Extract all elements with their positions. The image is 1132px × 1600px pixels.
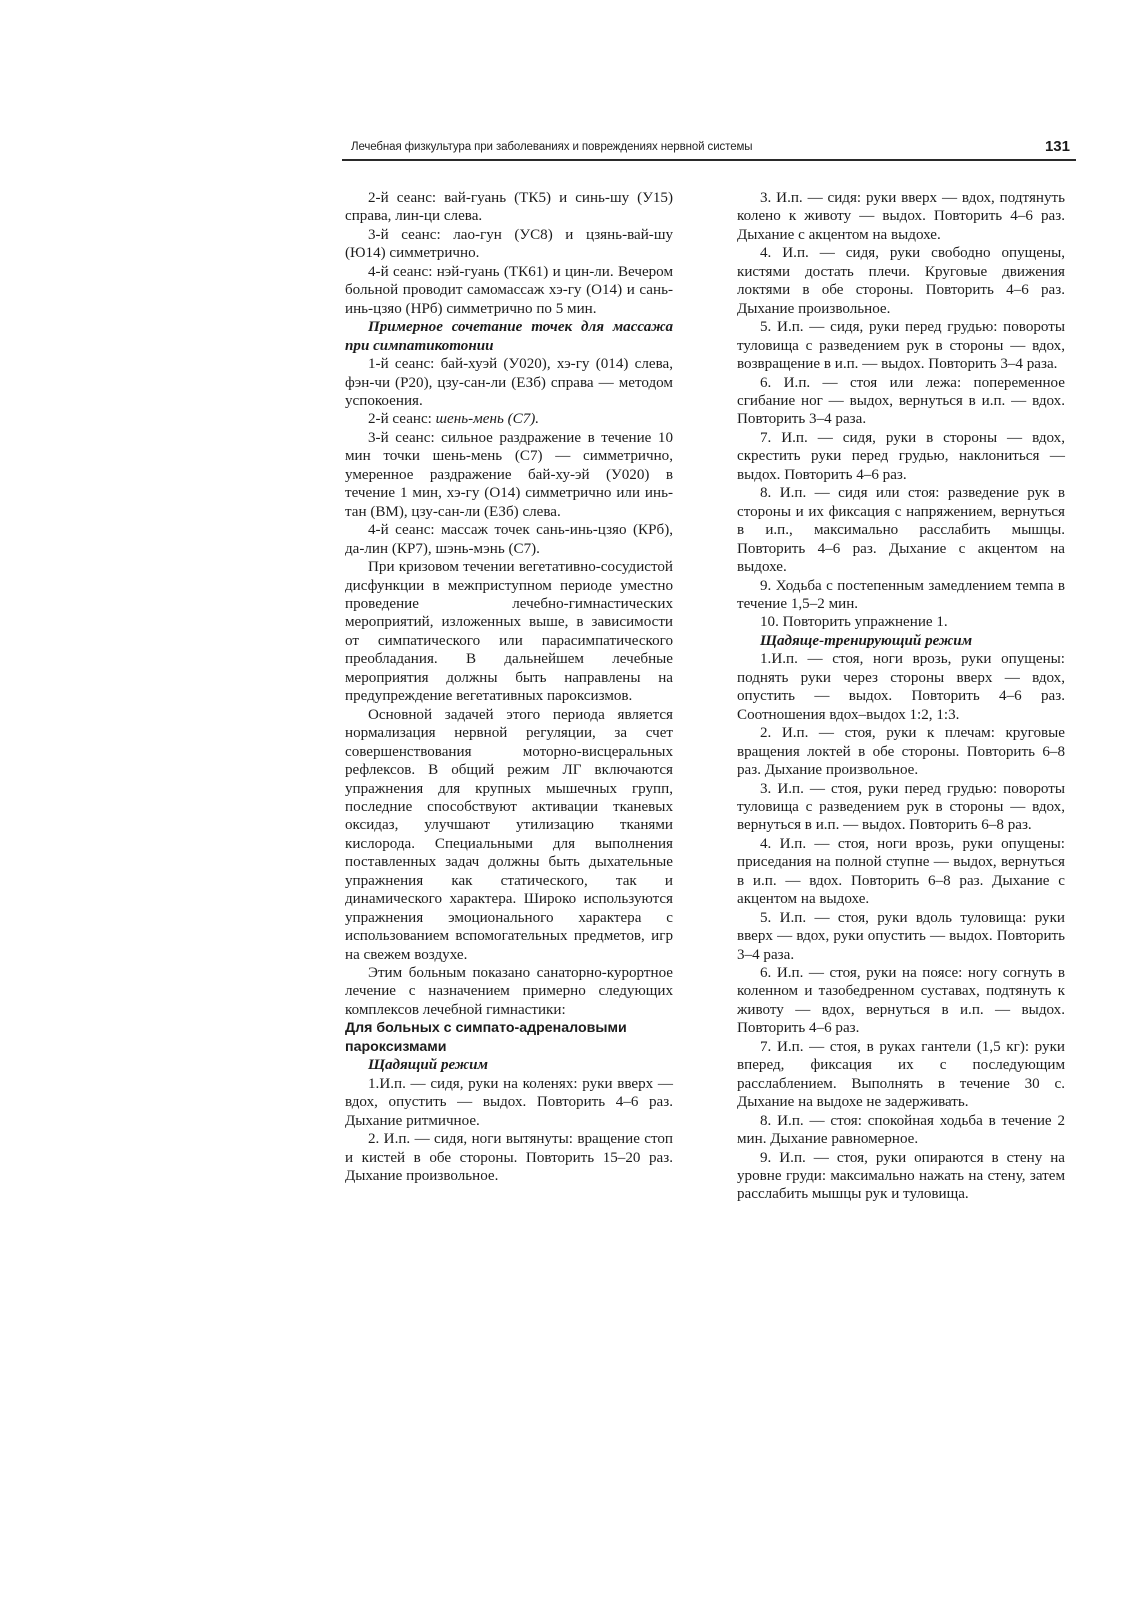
exercise-item: 2. И.п. — стоя, руки к плечам: круговые вращения локтей в обе стороны. Повторить 6–8 раз. Дыхание произвольное. xyxy=(737,725,1065,779)
paragraph xyxy=(345,410,673,428)
mode-heading: Щадяще-тренирующий режим xyxy=(760,632,973,649)
exercise-item: 7. И.п. — сидя, руки в стороны — вдох, скрестить руки перед грудью, наклониться — выдох. Повторить 4–6 раз. xyxy=(737,429,1065,483)
exercise-item: 4. И.п. — сидя, руки свободно опущены, кистями достать плечи. Круговые движения локтями в обе стороны. Повторить 4–6 раз. Дыхание произвольное. xyxy=(737,245,1065,317)
exercise-item: 4. И.п. — стоя, ноги врозь, руки опущены: приседания на полной ступне — выдох, вернуться в и.п. — вдох. Повторить 6–8 раз. Дыхание с акцентом на выдохе. xyxy=(737,835,1065,908)
page-number: 131 xyxy=(1044,138,1070,155)
exercise-item: 10. Повторить упражнение 1. xyxy=(760,614,948,631)
exercise-item: 6. И.п. — стоя или лежа: попеременное сгибание ног — выдох, вернуться в и.п. — вдох. Повторить 3–4 раза. xyxy=(737,374,1065,428)
paragraph: 3-й сеанс: сильное раздражение в течение 10 мин точки шень-мень (С7) — симметрично, умеренное раздражение бай-ху-эй (У020) в течение 1 мин, хэ-гу (О14) симметрично или инь-тан (ВМ), цзу-сан-ли (ЕЗб) слева. xyxy=(345,429,673,520)
paragraph: 4-й сеанс: массаж точек сань-инь-цзяо (КРб), да-лин (КР7), шэнь-мэнь (С7). xyxy=(345,522,673,557)
paragraph: 4-й сеанс: нэй-гуань (ТК61) и цин-ли. Вечером больной проводит самомассаж хэ-гу (О14) и сань-инь-цзяо (НРб) симметрично по 5 мин. xyxy=(345,263,673,317)
exercise-item: 3. И.п. — сидя: руки вверх — вдох, подтянуть колено к животу — выдох. Повторить 4–6 раз. Дыхание с акцентом на выдохе. xyxy=(737,190,1065,243)
exercise-item: 8. И.п. — сидя или стоя: разведение рук в стороны и их фиксация с напряжением, вернуться в и.п., максимально расслабить мышцы. Повторить 4–6 раз. Дыхание с акцентом на выдохе. xyxy=(737,485,1065,576)
paragraph: 1-й сеанс: бай-хуэй (У020), хэ-гу (014) слева, фэн-чи (Р20), цзу-сан-ли (ЕЗб) справа — методом успокоения. xyxy=(345,356,673,409)
right-column xyxy=(737,189,1065,1204)
subsection-heading: Для больных с симпато-адреналовыми пароксизмами xyxy=(345,1020,627,1055)
exercise-item: 8. И.п. — стоя: спокойная ходьба в течение 2 мин. Дыхание равномерное. xyxy=(737,1112,1065,1148)
exercise-item: 5. И.п. — сидя, руки перед грудью: повороты туловища с разведением рук в стороны — вдох, возвращение в и.п. — выдох. Повторить 3–4 раза. xyxy=(737,319,1065,373)
mode-heading: Щадящий режим xyxy=(368,1057,488,1074)
exercise-item: 3. И.п. — стоя, руки перед грудью: повороты туловища с разведением рук в стороны — вдох, вернуться в и.п. — выдох. Повторить 6–8 раз. xyxy=(737,780,1065,834)
session-label: 2-й сеанс: xyxy=(368,411,432,428)
running-title: Лечебная физкультура при заболеваниях и повреждениях нервной системы xyxy=(351,141,753,153)
paragraph: Основной задачей этого периода является нормализация нервной регуляции, за счет совершенствования моторно-висцеральных рефлексов. В общий режим ЛГ включаются упражнения для крупных мышечных групп, последние способствуют активации тканевых оксидаз, улучшают утилизацию тканями кислорода. Специальными для выполнения поставленных задач должны быть дыхательные упражнения как статического, так и динамического характера. Широко используются упражнения эмоционального характера с использованием вспомогательных предметов, игр на свежем воздухе. xyxy=(345,706,673,963)
paragraph: При кризовом течении вегетативно-сосудистой дисфункции в межприступном периоде уместно проведение лечебно-гимнастических мероприятий, изложенных выше, в зависимости от симпатического или парасимпатического преобладания. В дальнейшем лечебные мероприятия должны быть направлены на предупреждение вегетативных пароксизмов. xyxy=(345,559,673,705)
exercise-item: 1.И.п. — стоя, ноги врозь, руки опущены: поднять руки через стороны вверх — вдох, опустить — выдох. Повторить 4–6 раз. Соотношения вдох–выдох 1:2, 1:3. xyxy=(737,651,1065,723)
exercise-item: 9. И.п. — стоя, руки опираются в стену на уровне груди: максимально нажать на стену, затем расслабить мышцы рук и туловища. xyxy=(737,1149,1065,1203)
exercise-item: 6. И.п. — стоя, руки на поясе: ногу согнуть в коленном и тазобедренном суставах, подтянуть к животу — вдох, вернуться в и.п. — выдох. Повторить 4–6 раз. xyxy=(737,965,1065,1037)
point-name: шень-мень (С7). xyxy=(435,411,540,428)
exercise-item: 5. И.п. — стоя, руки вдоль туловища: руки вверх — вдох, руки опустить — выдох. Повторить 3–4 раза. xyxy=(737,909,1065,963)
paragraph: Этим больным показано санаторно-курортное лечение с назначением примерно следующих комплексов лечебной гимнастики: xyxy=(345,965,673,1018)
paragraph: 2-й сеанс: вай-гуань (ТК5) и синь-шу (У15) справа, лин-ци слева. xyxy=(345,190,673,225)
exercise-item: 9. Ходьба с постепенным замедлением темпа в течение 1,5–2 мин. xyxy=(737,577,1065,612)
paragraph: 3-й сеанс: лао-гун (УС8) и цзянь-вай-шу (Ю14) симметрично. xyxy=(345,226,673,262)
left-column xyxy=(345,189,673,1185)
exercise-item: 1.И.п. — сидя, руки на коленях: руки вверх — вдох, опустить — выдох. Повторить 4–6 раз. Дыхание ритмичное. xyxy=(345,1075,673,1129)
running-head xyxy=(342,137,1076,161)
section-heading: Примерное сочетание точек для массажа при симпатикотонии xyxy=(345,319,673,354)
exercise-item: 2. И.п. — сидя, ноги вытянуты: вращение стоп и кистей в обе стороны. Повторить 15–20 раз. Дыхание произвольное. xyxy=(345,1131,673,1185)
exercise-item: 7. И.п. — стоя, в руках гантели (1,5 кг): руки вперед, фиксация их с последующим расслаблением. Выполнять в течение 30 с. Дыхание на выдохе не задерживать. xyxy=(737,1038,1065,1111)
